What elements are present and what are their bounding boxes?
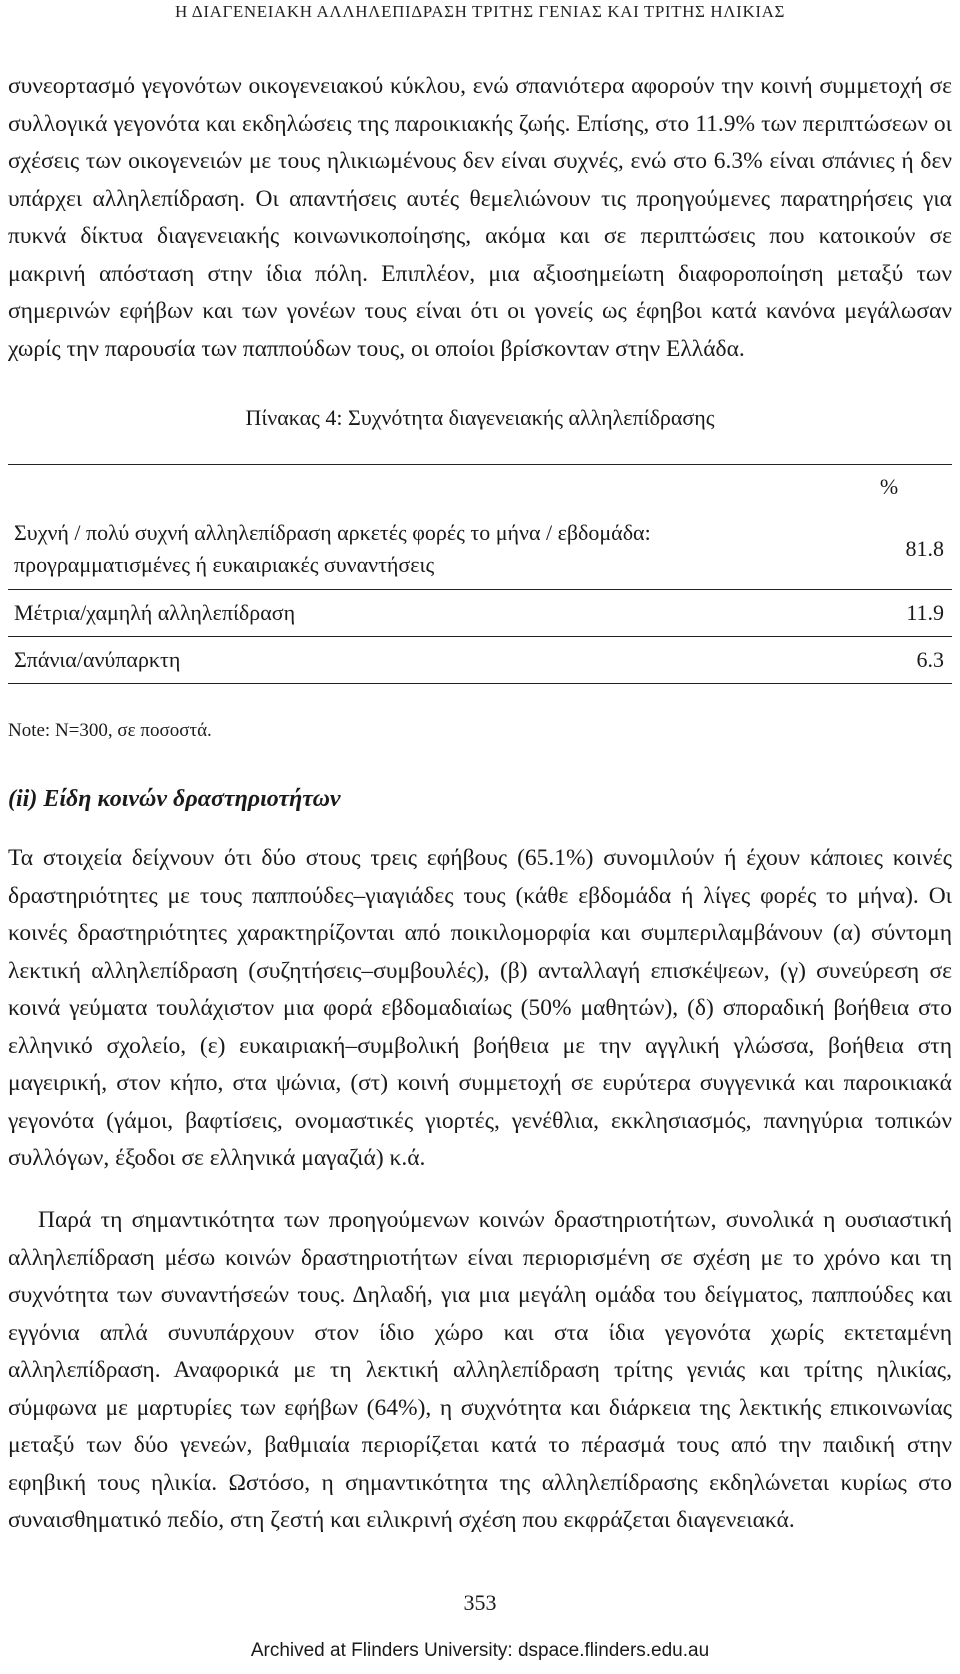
running-head: Η ΔΙΑΓΕΝΕΙΑΚΗ ΑΛΛΗΛΕΠΙΔΡΑΣΗ ΤΡΙΤΗΣ ΓΕΝΙΑΣ ΚΑΙ ΤΡΙΤΗΣ ΗΛΙΚΙΑΣ — [175, 2, 785, 21]
page-number: 353 — [463, 1590, 497, 1615]
body-paragraph: Τα στοιχεία δείχνουν ότι δύο στους τρεις εφήβους (65.1%) συνομιλούν ή έχουν κάποιες κοινές δραστηριότητες με τους παππούδες–γιαγιάδες τους (κάθε εβδομάδα ή λίγες φορές το μήνα). Οι κοινές δραστηριότητες χαρακτηρίζονται από ποικιλομορφία και συμπεριλαμβάνουν (α) σύντομη λεκτική αλληλεπίδραση (συζητήσεις–συμβουλές), (β) ανταλλαγή επισκέψεων, (γ) συνεύρεση σε κοινά γεύματα τουλάχιστον μια φορά εβδομαδιαίως (50% μαθητών), (δ) σποραδική βοήθεια στο ελληνικό σχολείο, (ε) ευκαιριακή–συμβολική βοήθεια με την αγγλική γλώσσα, βοήθεια στη μαγειρική, στον κήπο, στα ψώνια, (στ) κοινή συμμετοχή σε ευρύτερα συγγενικά και παροικιακά γεγονότα (γάμοι, βαφτίσεις, ονομαστικές γιορτές, γενέθλια, εκκλησιασμός, πανηγύρια τοπικών συλλόγων, έξοδοι σε ελληνικά μαγαζιά) κ.ά. — [8, 845, 952, 1171]
table-row-label: Σπάνια/ανύπαρκτη — [8, 637, 828, 684]
table-row-value: 6.3 — [828, 637, 952, 684]
table-row — [8, 509, 952, 590]
table-row — [8, 590, 952, 637]
table-row-label: Συχνή / πολύ συχνή αλληλεπίδραση αρκετές φορές το μήνα / εβδομάδα: προγραμματισμένες ή ευκαιριακές συναντήσεις — [14, 520, 651, 577]
body-paragraph: Παρά τη σημαντικότητα των προηγούμενων κοινών δραστηριοτήτων, συνολικά η ουσιαστική αλληλεπίδραση μέσω κοινών δραστηριοτήτων είναι περιορισμένη σε σχέση με το χρόνο και τη συχνότητα των συναντήσεών τους. Δηλαδή, για μια μεγάλη ομάδα του δείγματος, παππούδες και εγγόνια απλά συνυπάρχουν στον ίδιο χώρο και στα ίδια γεγονότα χωρίς εκτεταμένη αλληλεπίδραση. Αναφορικά με τη λεκτική αλληλεπίδραση τρίτης γενιάς και τρίτης ηλικίας, σύμφωνα με μαρτυρίες των εφήβων (64%), η συχνότητα και διάρκεια της λεκτικής επικοινωνίας μεταξύ των δύο γενεών, βαθμιαία περιορίζεται κατά το πέρασμά τους από την παιδική στην εφηβική τους ηλικία. Ωστόσο, η σημαντικότητα της αλληλεπίδρασης εκδηλώνεται κυρίως στο συναισθηματικό πεδίο, στη ζεστή και ειλικρινή σχέση που εκφράζεται διαγενειακά. — [8, 1207, 952, 1533]
table-header-row — [8, 465, 952, 510]
body-paragraph: συνεορτασμό γεγονότων οικογενειακού κύκλου, ενώ σπανιότερα αφορούν την κοινή συμμετοχή σε συλλογικά γεγονότα και εκδηλώσεις της παροικιακής ζωής. Επίσης, στο 11.9% των περιπτώσεων οι σχέσεις των οικογενειών με τους ηλικιωμένους δεν είναι συχνές, ενώ στο 6.3% είναι σπάνιες ή δεν υπάρχει αλληλεπίδραση. Οι απαντήσεις αυτές θεμελιώνουν τις προηγούμενες παρατηρήσεις για πυκνά δίκτυα διαγενειακής κοινωνικοποίησης, ακόμα και σε περιπτώσεις που κατοικούν σε μακρινή απόσταση στην ίδια πόλη. Επιπλέον, μια αξιοσημείωτη διαφοροποίηση μεταξύ των σημερινών εφήβων και των γονέων τους είναι ότι οι γονείς ως έφηβοι κατά κανόνα μεγάλωσαν χωρίς την παρουσία των παππούδων τους, οι οποίοι βρίσκονταν στην Ελλάδα. — [8, 73, 952, 362]
table-note: Note: N=300, σε ποσοστά. — [8, 720, 212, 741]
table-header-percent: % — [828, 465, 952, 510]
section-heading: (ii) Είδη κοινών δραστηριοτήτων — [8, 786, 341, 812]
table-row — [8, 637, 952, 684]
table-caption: Πίνακας 4: Συχνότητα διαγενειακής αλληλεπίδρασης — [245, 405, 715, 430]
table-row-value: 11.9 — [828, 590, 952, 637]
frequency-table — [8, 464, 952, 684]
table-row-label: Μέτρια/χαμηλή αλληλεπίδραση — [8, 590, 828, 637]
table-row-value: 81.8 — [905, 536, 944, 561]
archive-footer: Archived at Flinders University: dspace.flinders.edu.au — [250, 1640, 710, 1661]
